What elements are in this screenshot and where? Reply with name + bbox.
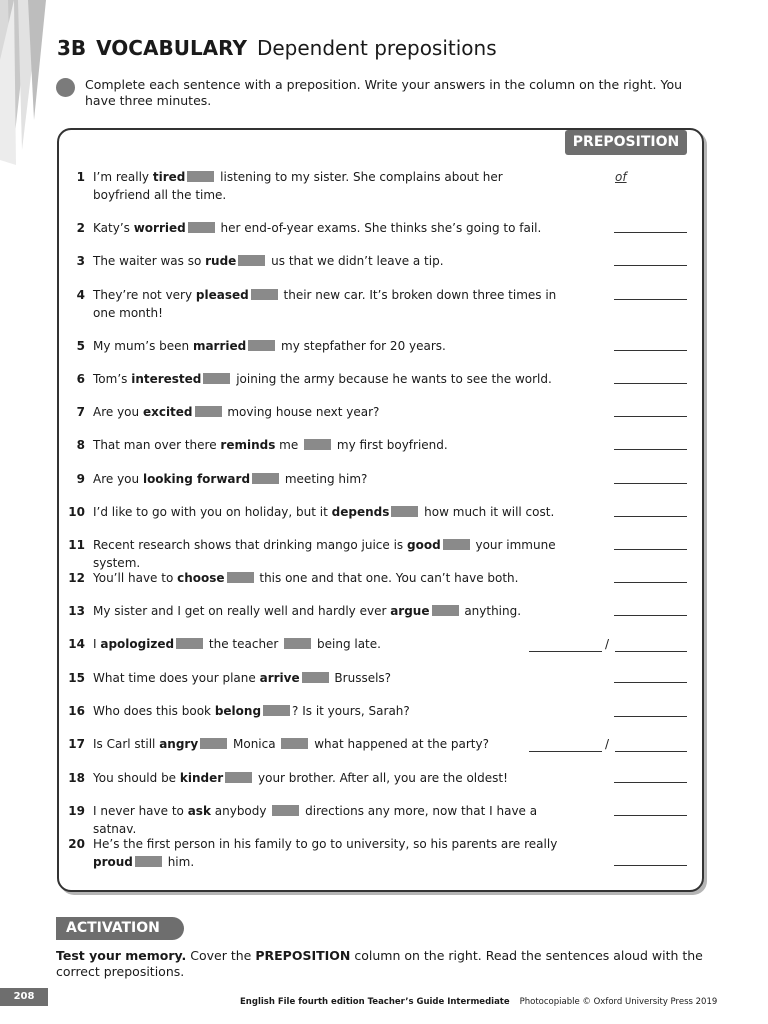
- key-word: proud: [93, 855, 133, 869]
- gap-box: [302, 672, 329, 683]
- answer-line[interactable]: [614, 265, 687, 266]
- activation-bold-column: PREPOSITION: [255, 948, 351, 963]
- answer-line[interactable]: [614, 350, 687, 351]
- question-number: 1: [76, 170, 85, 184]
- footer-book-title: English File fourth edition Teacher’s Guide Intermediate: [240, 997, 510, 1007]
- question-number: 20: [68, 837, 85, 851]
- answer-separator: /: [605, 737, 610, 751]
- sentence-fragment: joining the army because he wants to see the world.: [232, 372, 552, 386]
- key-word: excited: [142, 405, 193, 419]
- question-number: 10: [68, 505, 85, 519]
- gap-box: [443, 539, 470, 550]
- activation-text-1: Cover the: [186, 948, 256, 963]
- sentence-fragment: Brussels?: [330, 671, 392, 685]
- key-word: arrive: [259, 671, 300, 685]
- answer-line[interactable]: [614, 516, 687, 517]
- question-number: 11: [68, 538, 85, 552]
- sentence-fragment: your brother. After all, you are the oldest!: [254, 771, 508, 785]
- answer-line[interactable]: [614, 815, 687, 816]
- gap-box: [304, 439, 331, 450]
- sentence-fragment: meeting him?: [281, 472, 368, 486]
- answer-separator: /: [605, 637, 610, 651]
- question-number: 8: [76, 438, 85, 452]
- sentence-fragment: the teacher: [205, 637, 283, 651]
- sentence-fragment: Are you: [93, 472, 143, 486]
- answer-line[interactable]: [614, 299, 687, 300]
- key-word: tired: [152, 170, 186, 184]
- key-word: rude: [205, 254, 237, 268]
- sentence-fragment: My mum’s been: [93, 339, 193, 353]
- answer-line[interactable]: [614, 782, 687, 783]
- activation-text-2: column on the right. Read the sentences aloud with the correct prepositions.: [56, 948, 703, 979]
- sentence-fragment: ? Is it yours, Sarah?: [292, 704, 410, 718]
- key-word: kinder: [179, 771, 224, 785]
- sentence-fragment: That man over there: [93, 438, 221, 452]
- answer-line[interactable]: [614, 865, 687, 866]
- sentence-fragment: He’s the first person in his family to go to university, so his parents are really: [93, 837, 558, 851]
- question-text: [93, 470, 563, 488]
- gap-box: [284, 638, 311, 649]
- sentence-fragment: this one and that one. You can’t have both.: [255, 571, 519, 585]
- question-number: 16: [68, 704, 85, 718]
- question-text: [93, 337, 563, 355]
- section-category: VOCABULARY: [96, 36, 247, 60]
- activation-tab: ACTIVATION: [56, 917, 184, 940]
- answer-line-1[interactable]: [529, 751, 602, 752]
- sentence-fragment: my first boyfriend.: [333, 438, 448, 452]
- gap-box: [251, 289, 278, 300]
- footer-copyright: Photocopiable © Oxford University Press 2019: [519, 997, 718, 1007]
- question-number: 12: [68, 571, 85, 585]
- question-text: [93, 802, 563, 838]
- gap-box: [248, 340, 275, 351]
- gap-box: [200, 738, 227, 749]
- question-number: 17: [68, 737, 85, 751]
- unit-code: 3B: [57, 36, 87, 60]
- answer-line[interactable]: [614, 483, 687, 484]
- question-number: 2: [76, 221, 85, 235]
- gap-box: [135, 856, 162, 867]
- key-word: angry: [159, 737, 199, 751]
- sentence-fragment: My sister and I get on really well and hardly ever: [93, 604, 391, 618]
- sentence-fragment: me: [275, 438, 303, 452]
- question-text: [93, 635, 563, 653]
- sentence-fragment: moving house next year?: [223, 405, 380, 419]
- answer-line[interactable]: [614, 682, 687, 683]
- question-text: [93, 602, 563, 620]
- question-text: [93, 370, 563, 388]
- sentence-fragment: Who does this book: [93, 704, 215, 718]
- key-word: good: [406, 538, 441, 552]
- sentence-fragment: You’ll have to: [93, 571, 178, 585]
- key-word: apologized: [100, 637, 175, 651]
- sentence-fragment: directions any more, now that I have a satnav.: [93, 804, 538, 836]
- sentence-fragment: Are you: [93, 405, 143, 419]
- key-word: married: [192, 339, 247, 353]
- sentence-fragment: him.: [163, 855, 195, 869]
- gap-box: [203, 373, 230, 384]
- question-text: [93, 669, 563, 687]
- key-word: choose: [177, 571, 225, 585]
- key-word: interested: [131, 372, 202, 386]
- question-number: 14: [68, 637, 85, 651]
- answer-line-1[interactable]: [529, 651, 602, 652]
- question-text: [93, 702, 563, 720]
- question-text: [93, 569, 563, 587]
- question-text: [93, 286, 563, 322]
- sentence-fragment: I’m really: [93, 170, 153, 184]
- question-text: [93, 735, 563, 753]
- sentence-fragment: being late.: [313, 637, 381, 651]
- question-number: 9: [76, 472, 85, 486]
- instruction-bullet-icon: [56, 78, 75, 97]
- sentence-fragment: listening to my sister. She complains about her boyfriend all the time.: [93, 170, 503, 202]
- page-title: [57, 36, 497, 60]
- question-text: [93, 436, 563, 454]
- sentence-fragment: what happened at the party?: [310, 737, 489, 751]
- gap-box: [272, 805, 299, 816]
- answer-line[interactable]: [614, 615, 687, 616]
- instructions: Complete each sentence with a preposition. Write your answers in the column on the right. You have three minutes.: [85, 77, 683, 108]
- key-word: pleased: [195, 288, 249, 302]
- sentence-fragment: their new car. It’s broken down three times in one month!: [93, 288, 557, 320]
- question-number: 6: [76, 372, 85, 386]
- question-text: [93, 835, 563, 871]
- answer-line-2[interactable]: [615, 751, 687, 752]
- question-number: 19: [68, 804, 85, 818]
- gap-box: [227, 572, 254, 583]
- sentence-fragment: Monica: [229, 737, 280, 751]
- question-number: 13: [68, 604, 85, 618]
- question-number: 4: [76, 288, 85, 302]
- answer-line[interactable]: [614, 416, 687, 417]
- sentence-fragment: anything.: [460, 604, 522, 618]
- sentence-fragment: Is Carl still: [93, 737, 160, 751]
- gap-box: [281, 738, 308, 749]
- key-word: argue: [390, 604, 430, 618]
- question-text: [93, 219, 563, 237]
- gap-box: [263, 705, 290, 716]
- question-text: [93, 503, 563, 521]
- gap-box: [238, 255, 265, 266]
- question-text: [93, 252, 563, 270]
- corner-fan-decoration: [0, 0, 48, 170]
- key-word: ask: [187, 804, 211, 818]
- sentence-fragment: how much it will cost.: [420, 505, 555, 519]
- gap-box: [176, 638, 203, 649]
- answer-line-2[interactable]: [615, 651, 687, 652]
- sentence-fragment: Recent research shows that drinking mango juice is: [93, 538, 407, 552]
- key-word: belong: [214, 704, 262, 718]
- section-subtitle: Dependent prepositions: [256, 36, 497, 60]
- key-word: worried: [133, 221, 186, 235]
- gap-box: [432, 605, 459, 616]
- question-number: 3: [76, 254, 85, 268]
- activation-text: [56, 948, 706, 980]
- sentence-fragment: You should be: [93, 771, 180, 785]
- sentence-fragment: The waiter was so: [93, 254, 206, 268]
- gap-box: [188, 222, 215, 233]
- sentence-fragment: What time does your plane: [93, 671, 260, 685]
- sentence-fragment: I never have to: [93, 804, 188, 818]
- question-text: [93, 536, 563, 572]
- question-number: 5: [76, 339, 85, 353]
- sentence-fragment: Tom’s: [93, 372, 132, 386]
- sentence-fragment: I: [93, 637, 101, 651]
- key-word: reminds: [220, 438, 276, 452]
- question-number: 18: [68, 771, 85, 785]
- answer-line[interactable]: [614, 449, 687, 450]
- preposition-column-header: PREPOSITION: [565, 130, 687, 155]
- answer-line[interactable]: [614, 582, 687, 583]
- answer-line[interactable]: [614, 716, 687, 717]
- key-word: looking forward: [142, 472, 251, 486]
- sentence-fragment: your immune system.: [93, 538, 556, 570]
- question-text: [93, 403, 563, 421]
- question-text: [93, 769, 563, 787]
- answer-line[interactable]: [614, 549, 687, 550]
- key-word: depends: [331, 505, 390, 519]
- sentence-fragment: They’re not very: [93, 288, 196, 302]
- activation-bold-lead: Test your memory.: [56, 948, 187, 963]
- gap-box: [187, 171, 214, 182]
- page-number: 208: [0, 988, 48, 1006]
- sentence-fragment: us that we didn’t leave a tip.: [267, 254, 444, 268]
- example-answer: of: [615, 170, 627, 184]
- gap-box: [195, 406, 222, 417]
- footer: [240, 997, 717, 1007]
- answer-line[interactable]: [614, 232, 687, 233]
- gap-box: [252, 473, 279, 484]
- gap-box: [391, 506, 418, 517]
- question-text: [93, 168, 563, 204]
- sentence-fragment: Katy’s: [93, 221, 134, 235]
- sentence-fragment: anybody: [210, 804, 271, 818]
- sentence-fragment: her end-of-year exams. She thinks she’s going to fail.: [216, 221, 542, 235]
- sentence-fragment: I’d like to go with you on holiday, but it: [93, 505, 332, 519]
- answer-line[interactable]: [614, 383, 687, 384]
- gap-box: [225, 772, 252, 783]
- question-number: 15: [68, 671, 85, 685]
- question-number: 7: [76, 405, 85, 419]
- sentence-fragment: my stepfather for 20 years.: [277, 339, 446, 353]
